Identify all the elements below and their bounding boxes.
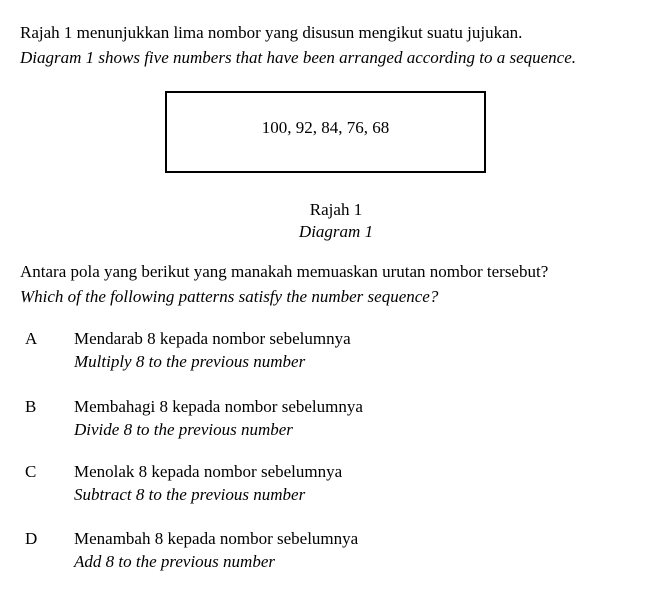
option-letter: D bbox=[25, 529, 38, 548]
intro-text-english: Diagram 1 shows five numbers that have been arranged according to a sequence. bbox=[20, 48, 577, 67]
sequence-diagram-box bbox=[165, 91, 486, 173]
diagram-caption-english: Diagram 1 bbox=[298, 222, 374, 241]
option-letter: C bbox=[25, 462, 37, 481]
option-text-malay: Membahagi 8 kepada nombor sebelumnya bbox=[74, 397, 363, 416]
option-text-english: Multiply 8 to the previous number bbox=[74, 352, 306, 371]
option-text-english: Subtract 8 to the previous number bbox=[74, 485, 306, 504]
option-text-english: Add 8 to the previous number bbox=[74, 552, 275, 571]
option-text-malay: Menolak 8 kepada nombor sebelumnya bbox=[74, 462, 343, 481]
number-sequence: 100, 92, 84, 76, 68 bbox=[261, 118, 390, 137]
question-text-malay: Antara pola yang berikut yang manakah memuaskan urutan nombor tersebut? bbox=[20, 262, 549, 281]
intro-text-malay: Rajah 1 menunjukkan lima nombor yang disusun mengikut suatu jujukan. bbox=[20, 23, 523, 42]
option-text-malay: Mendarab 8 kepada nombor sebelumnya bbox=[74, 329, 351, 348]
option-letter: A bbox=[25, 329, 38, 348]
option-letter: B bbox=[25, 397, 37, 416]
question-text-english: Which of the following patterns satisfy the number sequence? bbox=[20, 287, 439, 306]
option-text-english: Divide 8 to the previous number bbox=[74, 420, 293, 439]
option-text-malay: Menambah 8 kepada nombor sebelumnya bbox=[74, 529, 359, 548]
diagram-caption-malay: Rajah 1 bbox=[309, 200, 363, 219]
